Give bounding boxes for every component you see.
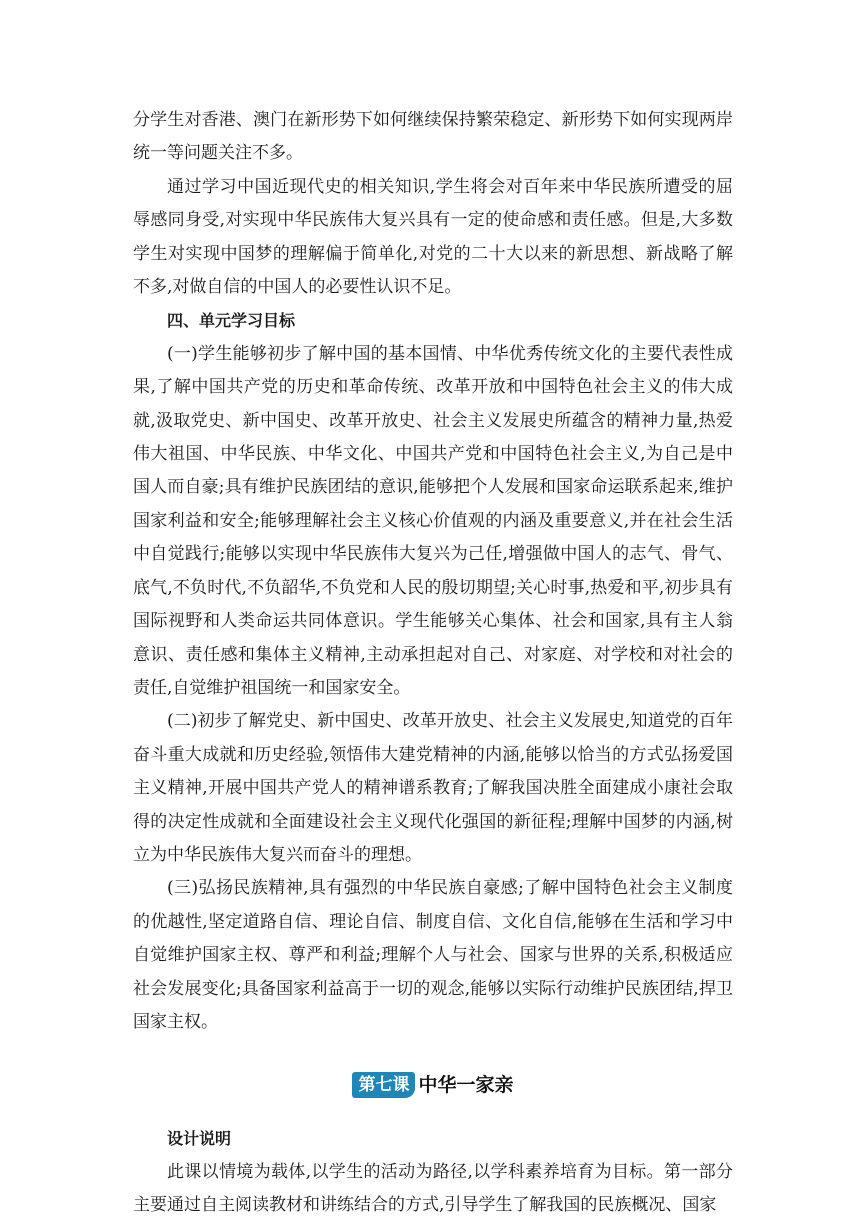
- design-heading: 设计说明: [167, 1129, 232, 1149]
- paragraph-history-learning: 通过学习中国近现代史的相关知识,学生将会对百年来中华民族所遭受的屈辱感同身受,对实现中华民族伟大复兴具有一定的使命感和责任感。但是,大多数学生对实现中国梦的理解偏于简单化,对党的二十大以来的新思想、新战略了解不多,对做自信的中国人的必要性认识不足。: [133, 176, 733, 298]
- document-page: [133, 104, 733, 1223]
- goal-paragraph-1: (一)学生能够初步了解中国的基本国情、中华优秀传统文化的主要代表性成果,了解中国共产党的历史和革命传统、改革开放和中国特色社会主义的伟大成就,汲取党史、新中国史、改革开放史、社会主义发展史所蕴含的精神力量,热爱伟大祖国、中华民族、中华文化、中国共产党和中国特色社会主义,为自己是中国人而自豪;具有维护民族团结的意识,能够把个人发展和国家命运联系起来,维护国家利益和安全;能够理解社会主义核心价值观的内涵及重要意义,并在社会生活中自觉践行;能够以实现中华民族伟大复兴为己任,增强做中国人的志气、骨气、底气,不负时代,不负韶华,不负党和人民的殷切期望;关心时事,热爱和平,初步具有国际视野和人类命运共同体意识。学生能够关心集体、社会和国家,具有主人翁意识、责任感和集体主义精神,主动承担起对自己、对家庭、对学校和对社会的责任,自觉维护祖国统一和国家安全。: [133, 343, 733, 698]
- lesson-name: 中华一家亲: [418, 1074, 514, 1097]
- lesson-title: [133, 1070, 733, 1100]
- goal-paragraph-2: (二)初步了解党史、新中国史、改革开放史、社会主义发展史,知道党的百年奋斗重大成就和历史经验,领悟伟大建党精神的内涵,能够以恰当的方式弘扬爱国主义精神,开展中国共产党人的精神谱系教育;了解我国决胜全面建成小康社会取得的决定性成就和全面建设社会主义现代化强国的新征程;理解中国梦的内涵,树立为中华民族伟大复兴而奋斗的理想。: [133, 711, 733, 865]
- goal-paragraph-3: (三)弘扬民族精神,具有强烈的中华民族自豪感;了解中国特色社会主义制度的优越性,坚定道路自信、理论自信、制度自信、文化自信,能够在生活和学习中自觉维护国家主权、尊严和利益;理解个人与社会、国家与世界的关系,积极适应社会发展变化;具备国家利益高于一切的观念,能够以实际行动维护民族团结,捍卫国家主权。: [133, 878, 733, 1032]
- design-paragraph: 此课以情境为载体,以学生的活动为路径,以学科素养培育为目标。第一部分主要通过自主阅读教材和讲练结合的方式,引导学生了解我国的民族概况、国家: [133, 1161, 733, 1216]
- paragraph-continued: 分学生对香港、澳门在新形势下如何继续保持繁荣稳定、新形势下如何实现两岸统一等问题关注不多。: [133, 110, 733, 164]
- section-heading-unit-goals: 四、单元学习目标: [167, 311, 296, 331]
- lesson-badge: 第七课: [352, 1072, 415, 1098]
